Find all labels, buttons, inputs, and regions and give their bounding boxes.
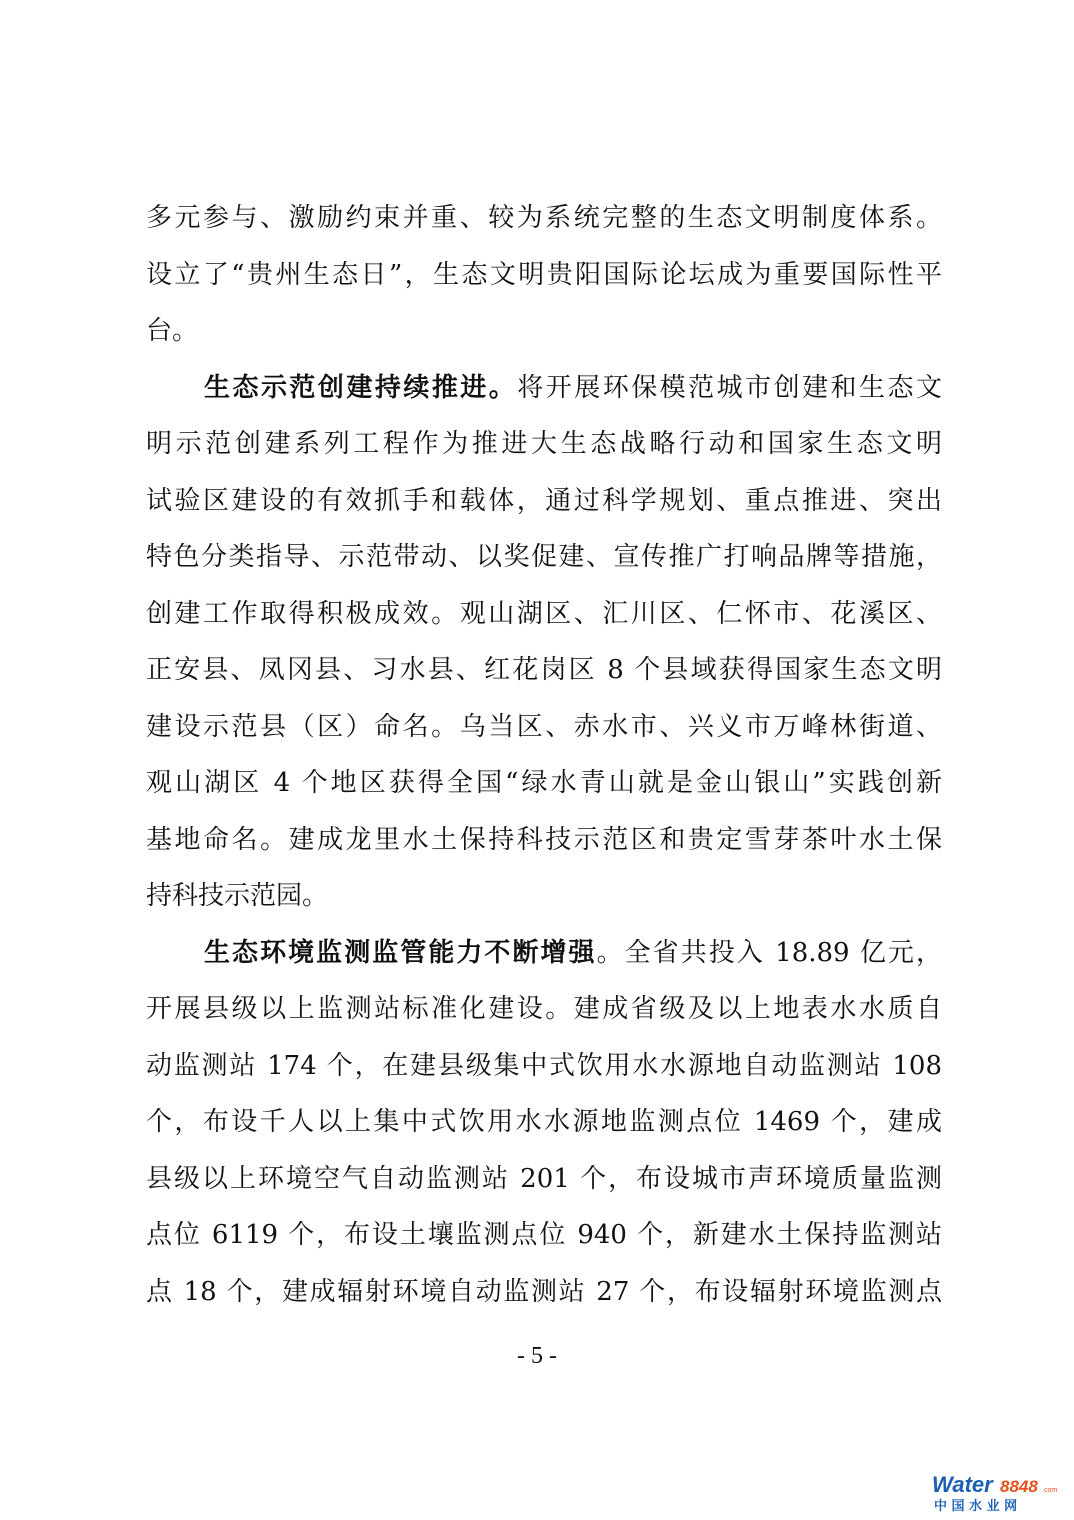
- text-line: 试验区建设的有效抓手和载体，通过科学规划、重点推进、突出: [146, 486, 942, 516]
- paragraph-heading: 生态示范创建持续推进。: [204, 373, 518, 403]
- logo-suffix: .com: [1042, 1487, 1058, 1494]
- text-line: 多元参与、激励约束并重、较为系统完整的生态文明制度体系。: [146, 203, 942, 233]
- text-line: 建设示范县（区）命名。乌当区、赤水市、兴义市万峰林街道、: [146, 712, 942, 742]
- page-number: - 5 -: [517, 1343, 557, 1369]
- paragraph-lead-line: [204, 933, 942, 973]
- text-line: 明示范创建系列工程作为推进大生态战略行动和国家生态文明: [146, 429, 942, 459]
- text-line: 县级以上环境空气自动监测站 201 个，布设城市声环境质量监测: [146, 1164, 942, 1194]
- text-line: 开展县级以上监测站标准化建设。建成省级及以上地表水水质自: [146, 994, 942, 1024]
- water8848-logo[interactable]: [930, 1470, 1060, 1514]
- logo-digits: 8848: [1000, 1477, 1038, 1496]
- text-line: 基地命名。建成龙里水土保持科技示范区和贵定雪芽茶叶水土保: [146, 825, 942, 855]
- text-run: 将开展环保模范城市创建和生态文: [517, 373, 942, 403]
- text-run: 。全省共投入 18.89 亿元，: [596, 938, 942, 968]
- paragraph-lead-line: [204, 368, 942, 408]
- text-line: 特色分类指导、示范带动、以奖促建、宣传推广打响品牌等措施，: [146, 542, 942, 572]
- paragraph-heading: 生态环境监测监管能力不断增强: [204, 938, 597, 968]
- text-line: 观山湖区 4 个地区获得全国“绿水青山就是金山银山”实践创新: [146, 768, 942, 798]
- text-line: 持科技示范园。: [146, 881, 329, 911]
- text-line: 台。: [146, 316, 199, 346]
- text-line: 点 18 个，建成辐射环境自动监测站 27 个，布设辐射环境监测点: [146, 1277, 942, 1307]
- text-line: 动监测站 174 个，在建县级集中式饮用水水源地自动监测站 108: [146, 1051, 942, 1081]
- text-line: 个，布设千人以上集中式饮用水水源地监测点位 1469 个，建成: [146, 1107, 942, 1137]
- text-line: 正安县、凤冈县、习水县、红花岗区 8 个县域获得国家生态文明: [146, 655, 942, 685]
- logo-chinese-name: 中 国 水 业 网: [934, 1499, 1018, 1514]
- logo-word: Water: [932, 1472, 993, 1497]
- text-line: 设立了“贵州生态日”，生态文明贵阳国际论坛成为重要国际性平: [146, 260, 942, 290]
- text-line: 创建工作取得积极成效。观山湖区、汇川区、仁怀市、花溪区、: [146, 599, 942, 629]
- text-line: 点位 6119 个，布设土壤监测点位 940 个，新建水土保持监测站: [146, 1220, 942, 1250]
